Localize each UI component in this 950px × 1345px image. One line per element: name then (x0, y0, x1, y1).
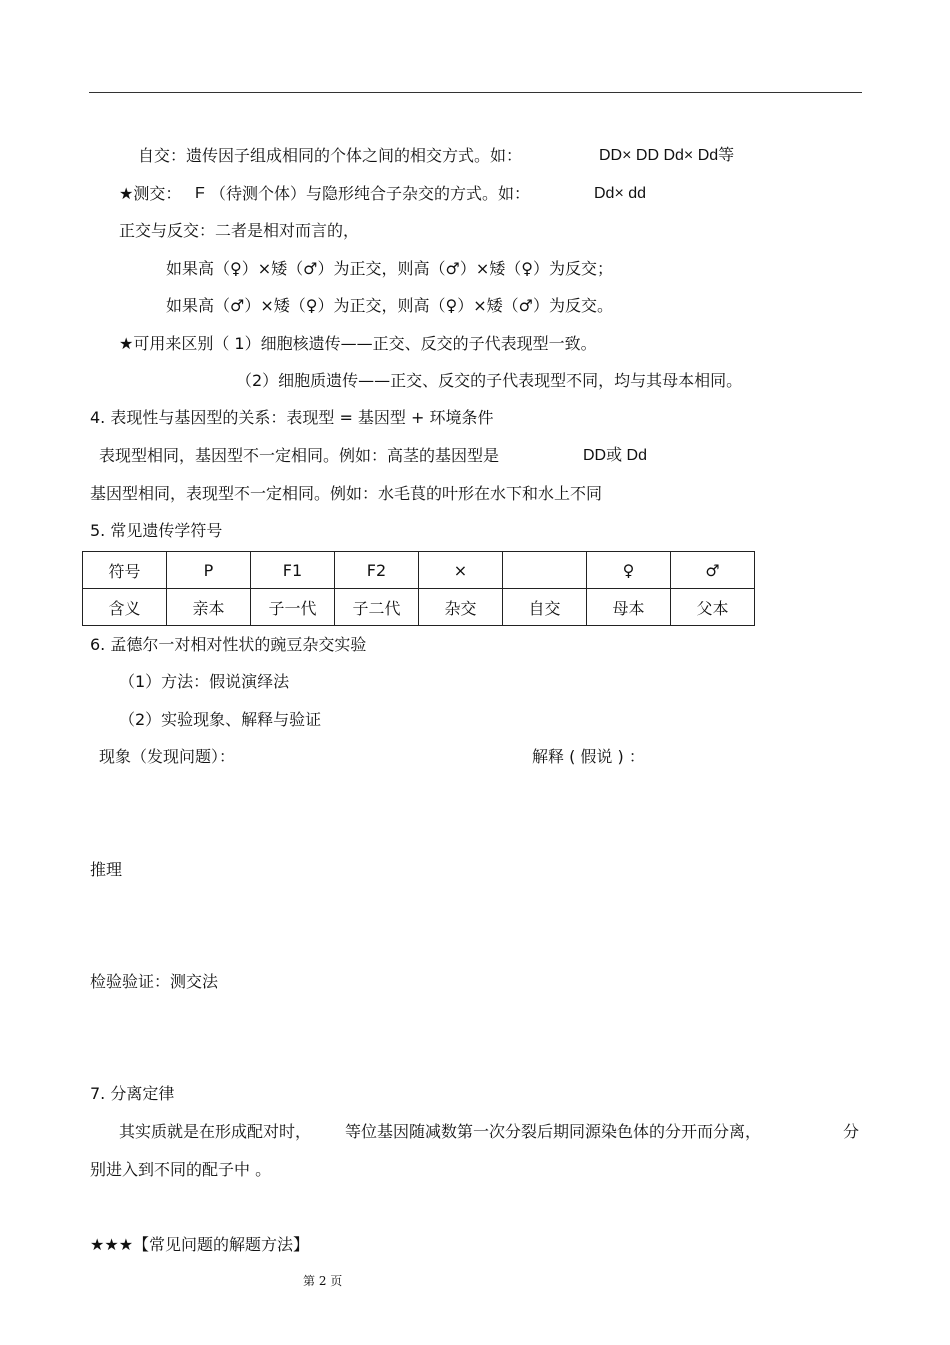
common-problems-heading: ★★★【常见问题的解题方法】 (90, 1235, 310, 1254)
table-cell: 自交 (503, 589, 587, 626)
table-cell: 杂交 (419, 589, 503, 626)
testcross-example: Dd× dd (594, 185, 647, 202)
reciprocal-title: 正交与反交：二者是相对而言的， (119, 221, 360, 240)
reasoning-label: 推理 (90, 860, 123, 879)
verification-label: 检验验证：测交法 (90, 972, 219, 991)
segregation-title: 7. 分离定律 (90, 1084, 175, 1103)
table-cell: 符号 (83, 552, 167, 589)
relation-line-1-example: DD或 Dd (583, 447, 648, 464)
table-row (83, 552, 755, 589)
mendel-phenomena: （2）实验现象、解释与验证 (119, 710, 322, 729)
reciprocal-line-2: 如果高（♂）×矮（♀）为正交，则高（♀）×矮（♂）为反交。 (166, 296, 613, 315)
table-cell: × (419, 552, 503, 589)
relation-title: 4. 表现性与基因型的关系：表现型 = 基因型 + 环境条件 (90, 408, 494, 427)
header-rule (89, 92, 862, 93)
segregation-line-1c: 分 (843, 1122, 860, 1141)
distinguish-line-2: （2）细胞质遗传——正交、反交的子代表现型不同，均与其母本相同。 (236, 371, 743, 390)
segregation-line-2: 别进入到不同的配子中 。 (90, 1160, 272, 1179)
genetics-symbol-table (82, 551, 755, 626)
table-cell: 亲本 (167, 589, 251, 626)
selfcross-example: DD× DD Dd× Dd等 (599, 147, 735, 164)
testcross-label: ★测交： (119, 184, 182, 203)
segregation-line-1b: 等位基因随减数第一次分裂后期同源染色体的分开而分离， (345, 1122, 762, 1141)
reciprocal-line-1: 如果高（♀）×矮（♂）为正交，则高（♂）×矮（♀）为反交； (166, 259, 613, 278)
distinguish-line-1: ★可用来区别（ 1）细胞核遗传——正交、反交的子代表现型一致。 (119, 334, 597, 353)
table-cell: 父本 (671, 589, 755, 626)
table-cell (503, 552, 587, 589)
selfcross-definition: 自交：遗传因子组成相同的个体之间的相交方式。如： (138, 146, 523, 165)
page-number: 第 2 页 (303, 1274, 343, 1288)
symbols-title: 5. 常见遗传学符号 (90, 521, 223, 540)
relation-line-2: 基因型相同，表现型不一定相同。例如：水毛茛的叶形在水下和水上不同 (90, 484, 603, 503)
table-cell: ♀ (587, 552, 671, 589)
mendel-title: 6. 孟德尔一对相对性状的豌豆杂交实验 (90, 635, 367, 654)
table-cell: 子二代 (335, 589, 419, 626)
mendel-method: （1）方法：假说演绎法 (119, 672, 290, 691)
testcross-f-symbol: F (195, 185, 205, 202)
table-row (83, 589, 755, 626)
explanation-label: 解释 ( 假说 ) ： (532, 747, 645, 766)
table-cell: 含义 (83, 589, 167, 626)
table-cell: 母本 (587, 589, 671, 626)
relation-line-1: 表现型相同，基因型不一定相同。例如：高茎的基因型是 (99, 446, 500, 465)
table-cell: P (167, 552, 251, 589)
table-cell: 子一代 (251, 589, 335, 626)
testcross-definition: （待测个体）与隐形纯合子杂交的方式。如： (210, 184, 531, 203)
table-cell: F2 (335, 552, 419, 589)
table-cell: F1 (251, 552, 335, 589)
segregation-line-1a: 其实质就是在形成配对时， (119, 1122, 312, 1141)
phenomenon-label: 现象（发现问题）： (99, 747, 236, 766)
table-cell: ♂ (671, 552, 755, 589)
